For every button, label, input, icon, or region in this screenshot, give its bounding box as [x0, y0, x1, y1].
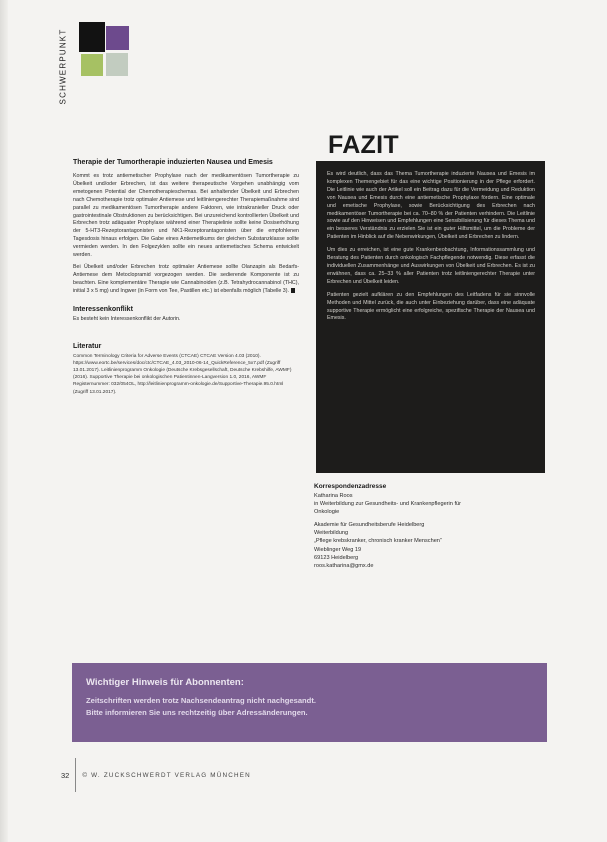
notice-line-2: Bitte informieren Sie uns rechtzeitig über Adressänderungen. — [86, 708, 308, 717]
square-purple — [106, 26, 129, 50]
square-dark — [79, 22, 105, 52]
contact-institution: Akademie für Gesundheitsberufe Heidelberg — [314, 522, 425, 529]
section-color-squares — [79, 22, 131, 78]
footer-divider — [75, 758, 76, 792]
contact-role-line-1: in Weiterbildung zur Gesundheits- und Krankenpflegerin für — [314, 501, 461, 508]
fazit-box — [316, 161, 545, 473]
page-footer — [61, 768, 251, 782]
interest-text: Es besteht kein Interessenkonflikt der Autorin. — [73, 315, 181, 322]
notice-title: Wichtiger Hinweis für Abonnenten: — [86, 677, 244, 688]
fazit-paragraph-3: Patienten gezielt aufklären zu den Empfehlungen des Leitfadens für sie sinnvolle Methoden und Mittel zurück, die auch unter Einbeziehung darüber, dass eine adäquate supportive Therapie ermöglicht eine erfolgreiche, spezifische Therapie der Nausea und Emesis. — [327, 291, 535, 322]
contact-heading: Korrespondenzadresse — [314, 483, 387, 490]
left-column — [73, 158, 299, 396]
contact-department: Weiterbildung — [314, 530, 349, 537]
contact-street: Wieblinger Weg 19 — [314, 546, 362, 553]
contact-program: „Pflege krebskranker, chronisch kranker Menschen“ — [314, 538, 442, 545]
publisher-credit: © W. ZUCKSCHWERDT VERLAG MÜNCHEN — [82, 771, 251, 779]
section-label — [56, 16, 70, 116]
section-label-text: SCHWERPUNKT — [58, 28, 68, 104]
contact-email[interactable]: roos.katharina@gmx.de — [314, 562, 374, 569]
fazit-title: FAZIT — [328, 131, 399, 159]
notice-line-1: Zeitschriften werden trotz Nachsendeantrag nicht nachgesandt. — [86, 696, 316, 705]
therapy-paragraph-2-text: Bei Übelkeit und/oder Erbrechen trotz optimaler Antiemese sollte Olanzapin als Bedarfs-Antiemese dem Metoclopramid vorgezogen werden. Die sedierende Komponente ist zu beachten. Eine komplementäre Therapie wie Cannabinoiden (z.B. Tetrahydrocannabinol (THC), initial 3 x 5 mg) und Ingwer (in Form von Tee, Pastillen etc.) ist ebenfalls möglich (Tabelle 3). — [73, 263, 299, 294]
therapy-paragraph-1: Kommt es trotz antiemetischer Prophylaxe nach der medikamentösen Tumortherapie zu Übelkeit und/oder Erbrechen, ist das weitere therapeutische Vorgehen unabhängig vom emetogenen Potential der Chemotherapieschemas. Bei anhaltender Übelkeit und Erbrechen nach Chemotherapie trotz optimaler Antiemese und leitliniengerechter Therapiemaßnahme sind parallel zu medikamentösen Tumortherapie andere Faktoren, wie intrakranieller Druck oder gastrointestinale Obstruktionen zu berücksichtigen. Bei unzureichend kontrollierten Übelkeit und Erbrechen trotz adäquater Prophylaxe während einer Therapielinie sollte keine Dosiserhöhung der 5-HT3-Rezeptorantagonisten und NK1-Rezeptorantagonisten über die empfohlenen Tagesdosis hinaus erfolgen. Die Gabe eines Antiemetikums der gleichen Substanzklasse sollte vermieden werden. In den Folgezyklen sollte ein neues antiemetisches Schema entwickelt werden. — [73, 173, 299, 259]
contact-role-line-2: Onkologie — [314, 509, 340, 516]
page-edge-shadow — [0, 0, 8, 842]
subscriber-notice-box — [72, 663, 547, 742]
fazit-paragraph-2: Um dies zu erreichen, ist eine gute Krankenbeobachtung, Informationssammlung und Beratung des Patienten durch onkologisch Fachpflegende notwendig. Diese erfasst die individuellen Zusammenhänge und Auswirkungen von Übelkeit und Erbrechen. Es ist zu erwähnen, dass ca. 25–33 % aller Patienten trotz leitliniengerechter Therapie unter Erbrechen und Übelkeit leiden. — [327, 247, 535, 285]
interest-heading: Interessenkonflikt — [73, 305, 133, 313]
fazit-paragraph-1: Es wird deutlich, dass das Thema Tumortherapie induzierte Nausea und Emesis im komplexen Themengebiet für das eine wichtige Positionierung in der Pflege erfordert. Die Leitlinie wie auch der Artikel soll ein Beitrag dazu für die Vermeidung und Reduktion von Nausea und Emesis durch eine antiemetische Prophylaxe fördern. Eine optimale und emetische Prophylaxe, sowie Berücksichtigung des Erbrechen nach medikamentöser Tumortherapie bei ca. 70–80 % der Patienten verhindern. Die Leitlinie sowie auf den Hinweisen und Empfehlungen eine Sensibilisierung für dieses Thema und ein besseres Verständnis zu erzielen Sie ist ein guter Hilfsmittel, um die Probleme der Patienten im Hinblick auf die Nebenwirkungen, Übelkeit und Erbrechen zu lindern. — [327, 171, 535, 241]
correspondence-address — [314, 483, 549, 570]
square-green — [81, 54, 103, 76]
contact-city: 69123 Heidelberg — [314, 554, 359, 561]
square-grey — [106, 53, 128, 76]
therapy-paragraph-2 — [73, 264, 299, 296]
literature-heading: Literatur — [73, 342, 102, 350]
end-square-icon — [291, 288, 295, 293]
page-number: 32 — [61, 770, 70, 780]
therapy-heading: Therapie der Tumortherapie induzierten Nausea und Emesis — [73, 159, 273, 166]
literature-text: Common Terminology Criteria for Adverse Events (CTCAE) CTCAE Version 4.03 (2010). https://www.eortc.be/services/doc/ctc/CTCAE_4.03_2010-06-14_QuickReference_5x7.pdf (Zugriff 13.01.2017). Leitlinienprogramm Onkologie (Deutsche Krebsgesellschaft, Deutsche Krebshilfe, AWMF) (2016). Supportive Therapie bei onkologischen Patientinnen-Langversion 1.0, 2016, AWMF Registernummer: 032/054OL, http://leitlinienprogramm-onkologie.de/Supportive-Therapie.95.0.html (Zugriff 13.01.2017). — [73, 353, 292, 395]
contact-name: Katharina Roos — [314, 493, 353, 499]
